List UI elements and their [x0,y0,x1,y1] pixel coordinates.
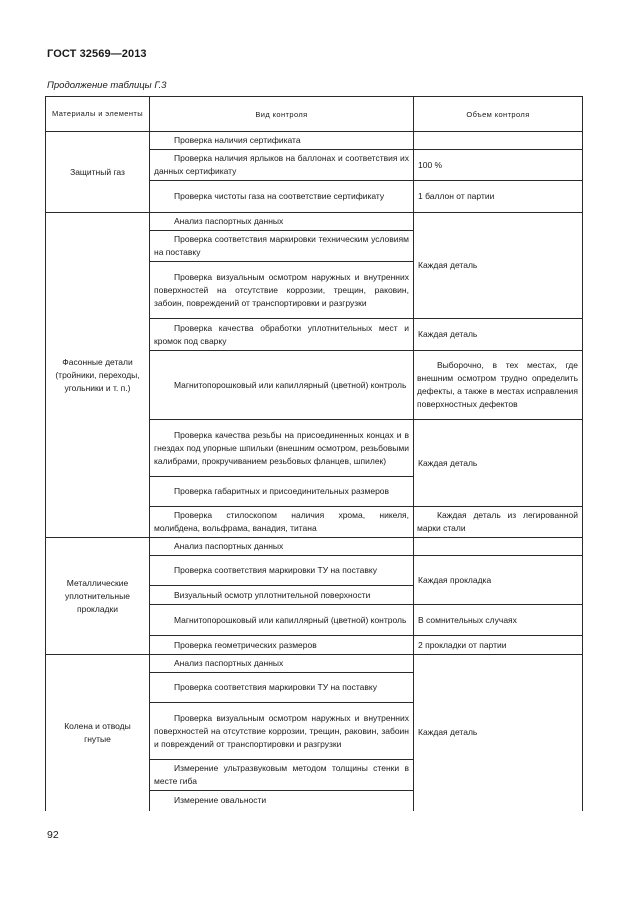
volume-cell: В сомнительных случаях [414,605,583,636]
check-cell: Проверка качества резьбы на присоединенных концах и в гнездах под упорные шпильки (внешним осмотром, резьбовыми калибрами, прокручиванием резьбовых фланцев, шпилек) [150,420,414,477]
volume-cell: Каждая деталь [414,420,583,507]
volume-cell: 1 баллон от партии [414,181,583,213]
check-cell: Проверка соответствия маркировки техническим условиям на поставку [150,231,414,262]
check-cell: Проверка геометрических размеров [150,636,414,655]
material-cell: Колена и отводы гнутые [46,655,150,811]
volume-cell: Каждая деталь [414,319,583,351]
check-cell: Анализ паспортных данных [150,655,414,673]
check-cell: Магнитопорошковый или капиллярный (цветной) контроль [150,351,414,420]
check-cell: Проверка соответствия маркировки ТУ на поставку [150,673,414,703]
check-cell: Измерение овальности [150,791,414,811]
check-cell: Проверка качества обработки уплотнительных мест и кромок под сварку [150,319,414,351]
check-cell: Проверка чистоты газа на соответствие сертификату [150,181,414,213]
control-table [45,96,583,811]
check-cell: Измерение ультразвуковым методом толщины стенки в месте гиба [150,760,414,791]
table-row [46,213,583,231]
standard-designation: ГОСТ 32569—2013 [47,48,147,60]
check-cell: Проверка наличия ярлыков на баллонах и соответствия их данных сертификату [150,150,414,181]
volume-cell: Каждая прокладка [414,556,583,605]
volume-cell: 2 прокладки от партии [414,636,583,655]
volume-cell-empty [414,538,583,556]
check-cell: Анализ паспортных данных [150,213,414,231]
table-continuation-caption: Продолжение таблицы Г.3 [47,80,167,91]
check-cell: Проверка габаритных и присоединительных размеров [150,477,414,507]
check-cell: Магнитопорошковый или капиллярный (цветной) контроль [150,605,414,636]
table-row [46,132,583,150]
check-cell: Визуальный осмотр уплотнительной поверхности [150,586,414,605]
check-cell: Проверка стилоскопом наличия хрома, никеля, молибдена, вольфрама, ванадия, титана [150,507,414,538]
check-cell: Проверка визуальным осмотром наружных и внутренних поверхностей на отсутствие коррозии, трещин, раковин, забоин, повреждений от транспортировки и разгрузки [150,262,414,319]
column-header-control-type: Вид контроля [150,97,414,132]
volume-cell: Выборочно, в тех местах, где внешним осмотром трудно определить дефекты, а также в местах исправления поверхностных дефектов [414,351,583,420]
column-header-control-volume: Объем контроля [414,97,583,132]
check-cell: Анализ паспортных данных [150,538,414,556]
page-number: 92 [47,829,59,841]
volume-cell: 100 % [414,150,583,181]
material-cell: Металлические уплотнительные прокладки [46,538,150,655]
check-cell: Проверка соответствия маркировки ТУ на поставку [150,556,414,586]
check-cell: Проверка визуальным осмотром наружных и внутренних поверхностей на отсутствие коррозии, трещин, раковин, забоин и повреждений от транспортировки и разгрузки [150,703,414,760]
table-header-row [46,97,583,132]
volume-cell: Каждая деталь [414,213,583,319]
volume-cell: Каждая деталь [414,655,583,811]
material-cell: Защитный газ [46,132,150,213]
table-row [46,655,583,673]
table-row [46,538,583,556]
material-cell: Фасонные детали (тройники, переходы, угольники и т. п.) [46,213,150,538]
volume-cell: Каждая деталь из легированной марки стали [414,507,583,538]
column-header-materials: Материалы и элементы [46,97,150,132]
volume-cell-empty [414,132,583,150]
check-cell: Проверка наличия сертификата [150,132,414,150]
